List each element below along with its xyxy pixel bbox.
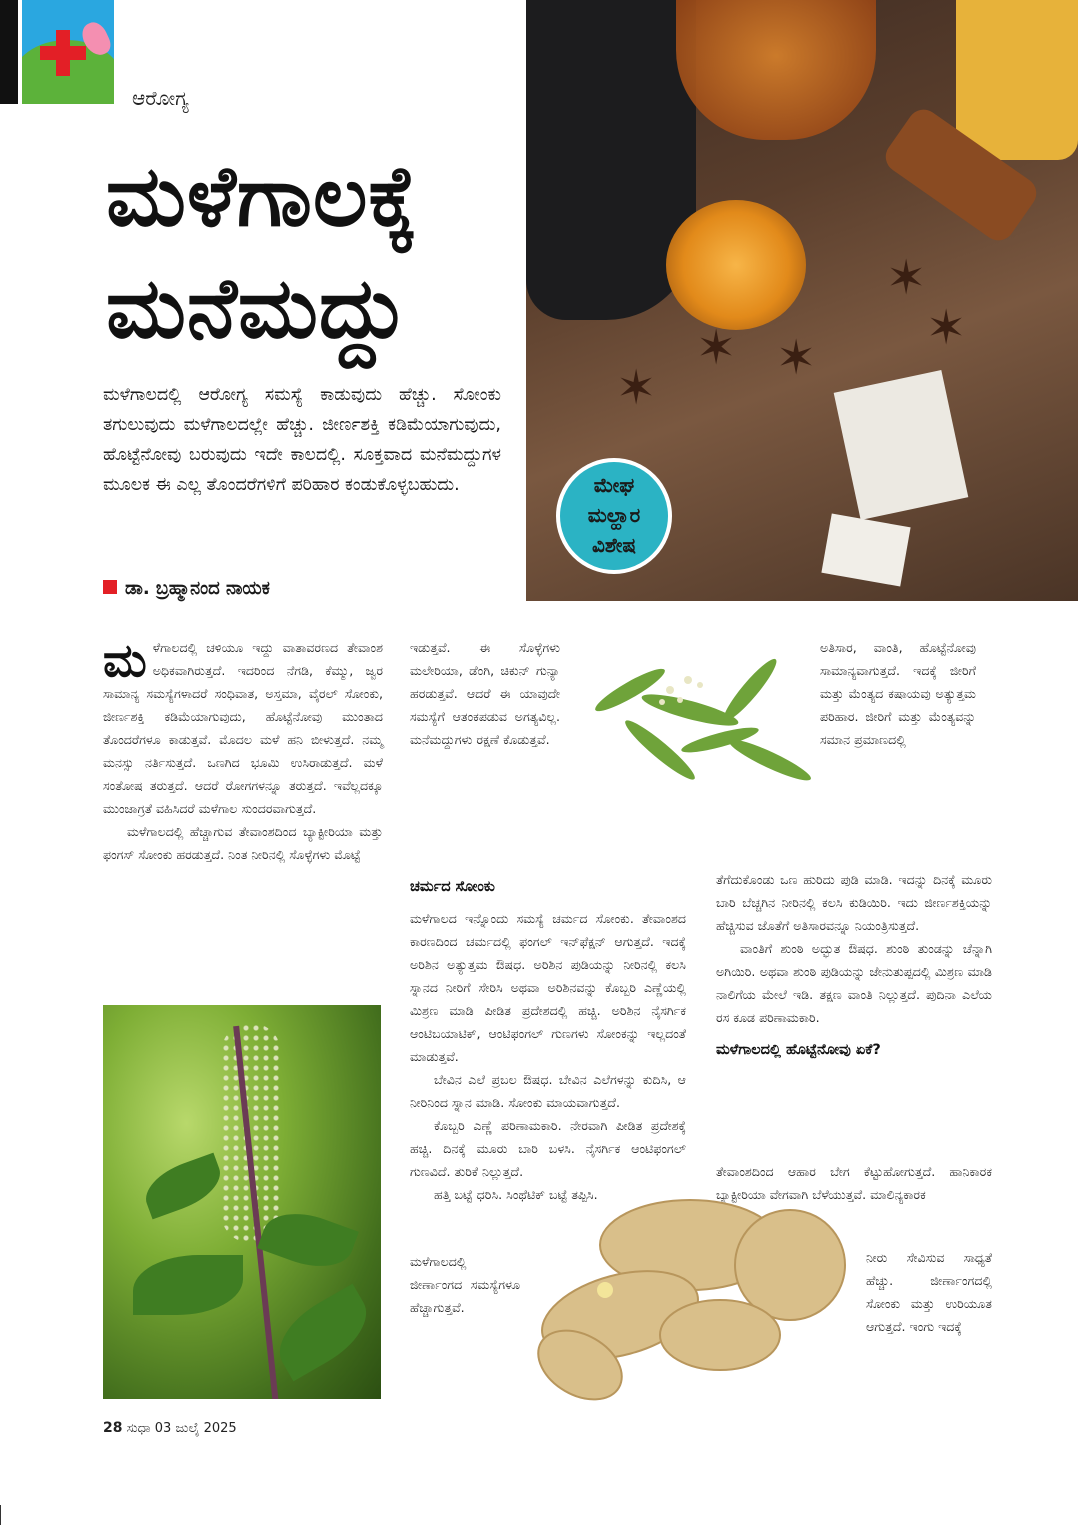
body-column-3 — [716, 868, 992, 1070]
neem-leaves-photo — [570, 630, 820, 800]
body-column-3-top: ಅತಿಸಾರ, ವಾಂತಿ, ಹೊಟ್ಟೆನೋವು ಸಾಮಾನ್ಯವಾಗುತ್ತದೆ. ಇದಕ್ಕೆ ಜೀರಿಗೆ ಮತ್ತು ಮೆಂತ್ಯದ ಕಷಾಯವು ಅತ್ಯುತ್ತಮ ಪರಿಹಾರ. ಜೀರಿಗೆ ಮತ್ತು ಮೆಂತ್ಯವನ್ನು ಸಮಾನ ಪ್ರಮಾಣದಲ್ಲಿ — [820, 640, 976, 747]
title-line-1: ಮಳೆಗಾಲಕ್ಕೆ — [106, 147, 419, 245]
article-title — [106, 140, 419, 364]
ginger-root-photo — [520, 1175, 860, 1410]
special-issue-badge — [556, 458, 672, 574]
page-number: 28 — [103, 1420, 123, 1436]
intro-paragraph: ಮಳೆಗಾಲದಲ್ಲಿ ಆರೋಗ್ಯ ಸಮಸ್ಯೆ ಕಾಡುವುದು ಹೆಚ್ಚು. ಸೋಂಕು ತಗುಲುವುದು ಮಳೆಗಾಲದಲ್ಲೇ ಹೆಚ್ಚು. ಜೀರ್ಣಶಕ್ತಿ ಕಡಿಮೆಯಾಗುವುದು, ಹೊಟ್ಟೆನೋವು ಬರುವುದು ಇದೇ ಕಾಲದಲ್ಲಿ. ಸೂಕ್ತವಾದ ಮನೆಮದ್ದುಗಳ ಮೂಲಕ ಈ ಎಲ್ಲ ತೊಂದರೆಗಳಿಗೆ ಪರಿಹಾರ ಕಂಡುಕೊಳ್ಳಬಹುದು. — [103, 385, 501, 495]
page-footer — [103, 1420, 237, 1436]
col3-paragraph-2: ವಾಂತಿಗೆ ಶುಂಠಿ ಅದ್ಭುತ ಔಷಧ. ಶುಂಠಿ ತುಂಡನ್ನು ಚೆನ್ನಾಗಿ ಅಗಿಯಿರಿ. ಅಥವಾ ಶುಂಠಿ ಪುಡಿಯನ್ನು ಜೇನುತುಪ್ಪದಲ್ಲಿ ಮಿಶ್ರಣ ಮಾಡಿ ನಾಲಿಗೆಯ ಮೇಲೆ ಇಡಿ. ತಕ್ಷಣ ವಾಂತಿ ನಿಲ್ಲುತ್ತದೆ. ಪುದಿನಾ ಎಲೆಯ ರಸ ಕೂಡ ಪರಿಣಾಮಕಾರಿ. — [716, 941, 992, 1025]
badge-line-3: ವಿಶೇಷ — [591, 533, 637, 557]
badge-line-1: ಮೇಘ — [593, 473, 635, 497]
body-column-3-middle: ತೇವಾಂಶದಿಂದ ಆಹಾರ ಬೇಗ ಕೆಟ್ಟುಹೋಗುತ್ತದೆ. ಹಾನಿಕಾರಕ ಬ್ಯಾಕ್ಟೀರಿಯಾ ವೇಗವಾಗಿ ಬೆಳೆಯುತ್ತವೆ. ಮಾಲಿನ್ಯಕಾರಕ — [716, 1164, 992, 1202]
body-column-2-top: ಇಡುತ್ತವೆ. ಈ ಸೊಳ್ಳೆಗಳು ಮಲೇರಿಯಾ, ಡೆಂಗಿ, ಚಿಕುನ್ ಗುನ್ಯಾ ಹರಡುತ್ತವೆ. ಆದರೆ ಈ ಯಾವುದೇ ಸಮಸ್ಯೆಗೆ ಆತಂಕಪಡುವ ಅಗತ್ಯವಿಲ್ಲ. ಮನೆಮದ್ದುಗಳು ರಕ್ಷಣೆ ಕೊಡುತ್ತವೆ. — [410, 640, 560, 747]
badge-line-2: ಮಲ್ಹಾರ — [587, 503, 641, 527]
herbal-tea-photo: ✶ ✶ ✶ ✶ ✶ — [526, 0, 1078, 601]
body-column-3-bottom: ನೀರು ಸೇವಿಸುವ ಸಾಧ್ಯತೆ ಹೆಚ್ಚು. ಜೀರ್ಣಾಂಗದಲ್ಲಿ ಸೋಂಕು ಮತ್ತು ಉರಿಯೂತ ಆಗುತ್ತದೆ. ಇಂಗು ಇದಕ್ಕೆ — [866, 1250, 992, 1334]
col2-paragraph-4: ಹತ್ತಿ ಬಟ್ಟೆ ಧರಿಸಿ. ಸಿಂಥೆಟಿಕ್ ಬಟ್ಟೆ ತಪ್ಪಿಸಿ. — [434, 1187, 598, 1202]
section-label: ಆರೋಗ್ಯ — [132, 86, 189, 110]
col1-paragraph-1: ಳೆಗಾಲದಲ್ಲಿ ಚಳಿಯೂ ಇದ್ದು ವಾತಾವರಣದ ತೇವಾಂಶ ಅಧಿಕವಾಗಿರುತ್ತದೆ. ಇದರಿಂದ ನೆಗಡಿ, ಕೆಮ್ಮು, ಜ್ವರ ಸಾಮಾನ್ಯ ಸಮಸ್ಯೆಗಳಾದರೆ ಸಂಧಿವಾತ, ಅಸ್ತಮಾ, ವೈರಲ್ ಸೋಂಕು, ಜೀರ್ಣಶಕ್ತಿ ಕಡಿಮೆಯಾಗುವುದು, ಹೊಟ್ಟೆನೋವು ಮುಂತಾದ ತೊಂದರೆಗಳೂ ಕಾಡುತ್ತವೆ. ಮೊದಲ ಮಳೆ ಹನಿ ಬೀಳುತ್ತದೆ. ನಮ್ಮ ಮನಸ್ಸು ನರ್ತಿಸುತ್ತದೆ. ಒಣಗಿದ ಭೂಮಿ ಉಸಿರಾಡುತ್ತದೆ. ಮಳೆ ಸಂತೋಷ ತರುತ್ತದೆ. ಆದರೆ ರೋಗಗಳನ್ನೂ ತರುತ್ತದೆ. ಇವೆಲ್ಲದಕ್ಕೂ ಮುಂಜಾಗ್ರತೆ ವಹಿಸಿದರೆ ಮಳೆಗಾಲ ಸುಂದರವಾಗುತ್ತದೆ. — [103, 640, 383, 816]
col2-paragraph-3: ಕೊಬ್ಬರಿ ಎಣ್ಣೆ ಪರಿಣಾಮಕಾರಿ. ನೇರವಾಗಿ ಪೀಡಿತ ಪ್ರದೇಶಕ್ಕೆ ಹಚ್ಚಿ. ದಿನಕ್ಕೆ ಮೂರು ಬಾರಿ ಬಳಸಿ. ನೈಸರ್ಗಿಕ ಆಂಟಿಫಂಗಲ್ ಗುಣವಿದೆ. ತುರಿಕೆ ನಿಲ್ಲುತ್ತದೆ. — [410, 1118, 686, 1179]
byline-marker — [103, 580, 117, 594]
black-edge-bar — [0, 0, 18, 104]
title-line-2: ಮನೆಮದ್ದು — [106, 259, 409, 357]
body-column-1 — [103, 633, 383, 866]
author-byline — [103, 578, 270, 599]
author-name: ಡಾ. ಬ್ರಹ್ಮಾನಂದ ನಾಯಕ — [125, 578, 270, 599]
col2-paragraph-1: ಮಳೆಗಾಲದ ಇನ್ನೊಂದು ಸಮಸ್ಯೆ ಚರ್ಮದ ಸೋಂಕು. ತೇವಾಂಶದ ಕಾರಣದಿಂದ ಚರ್ಮದಲ್ಲಿ ಫಂಗಲ್ ಇನ್‌ಫೆಕ್ಷನ್ ಆಗುತ್ತದೆ. ಇದಕ್ಕೆ ಅರಿಶಿನ ಅತ್ಯುತ್ತಮ ಔಷಧ. ಅರಿಶಿನ ಪುಡಿಯನ್ನು ನೀರಿನಲ್ಲಿ ಕಲಸಿ ಸ್ನಾನದ ನೀರಿಗೆ ಸೇರಿಸಿ ಅಥವಾ ಅರಿಶಿನವನ್ನು ಕೊಬ್ಬರಿ ಎಣ್ಣೆಯಲ್ಲಿ ಮಿಶ್ರಣ ಮಾಡಿ ಪೀಡಿತ ಪ್ರದೇಶದಲ್ಲಿ ಹಚ್ಚಿ. ಅರಿಶಿನ ನೈಸರ್ಗಿಕ ಆಂಟಿಬಯಾಟಿಕ್, ಆಂಟಿಫಂಗಲ್ ಗುಣಗಳು ಸೋಂಕನ್ನು ಇಲ್ಲದಂತೆ ಮಾಡುತ್ತವೆ. — [410, 911, 686, 1064]
body-column-2 — [410, 866, 686, 1206]
body-column-2-bottom: ಮಳೆಗಾಲದಲ್ಲಿ ಜೀರ್ಣಾಂಗದ ಸಮಸ್ಯೆಗಳೂ ಹೆಚ್ಚಾಗುತ್ತವೆ. — [410, 1254, 520, 1315]
crop-mark — [0, 1505, 1, 1525]
tulsi-plant-photo — [103, 1005, 381, 1399]
col1-paragraph-2: ಮಳೆಗಾಲದಲ್ಲಿ ಹೆಚ್ಚಾಗುವ ತೇವಾಂಶದಿಂದ ಬ್ಯಾಕ್ಟೀರಿಯಾ ಮತ್ತು ಫಂಗಸ್ ಸೋಂಕು ಹರಡುತ್ತದೆ. ನಿಂತ ನೀರಿನಲ್ಲಿ ಸೊಳ್ಳೆಗಳು ಮೊಟ್ಟೆ — [103, 824, 383, 862]
health-section-logo — [22, 0, 114, 104]
stomach-ache-heading: ಮಳೆಗಾಲದಲ್ಲಿ ಹೊಟ್ಟೆನೋವು ಏಕೆ? — [716, 1042, 881, 1058]
skin-infection-heading: ಚರ್ಮದ ಸೋಂಕು — [410, 879, 495, 895]
col3-paragraph-1: ತೆಗೆದುಕೊಂಡು ಒಣ ಹುರಿದು ಪುಡಿ ಮಾಡಿ. ಇದನ್ನು ದಿನಕ್ಕೆ ಮೂರು ಬಾರಿ ಬೆಚ್ಚಗಿನ ನೀರಿನಲ್ಲಿ ಕಲಸಿ ಕುಡಿಯಿರಿ. ಇದು ಜೀರ್ಣಶಕ್ತಿಯನ್ನು ಹೆಚ್ಚಿಸುವ ಜೊತೆಗೆ ಅತಿಸಾರವನ್ನೂ ನಿಯಂತ್ರಿಸುತ್ತದೆ. — [716, 872, 992, 933]
magazine-issue: ಸುಧಾ 03 ಜುಲೈ 2025 — [126, 1421, 237, 1436]
drop-cap: ಮ — [103, 633, 147, 687]
col2-paragraph-2: ಬೇವಿನ ಎಲೆ ಪ್ರಬಲ ಔಷಧ. ಬೇವಿನ ಎಲೆಗಳನ್ನು ಕುದಿಸಿ, ಆ ನೀರಿನಿಂದ ಸ್ನಾನ ಮಾಡಿ. ಸೋಂಕು ಮಾಯವಾಗುತ್ತದೆ. — [410, 1072, 686, 1110]
